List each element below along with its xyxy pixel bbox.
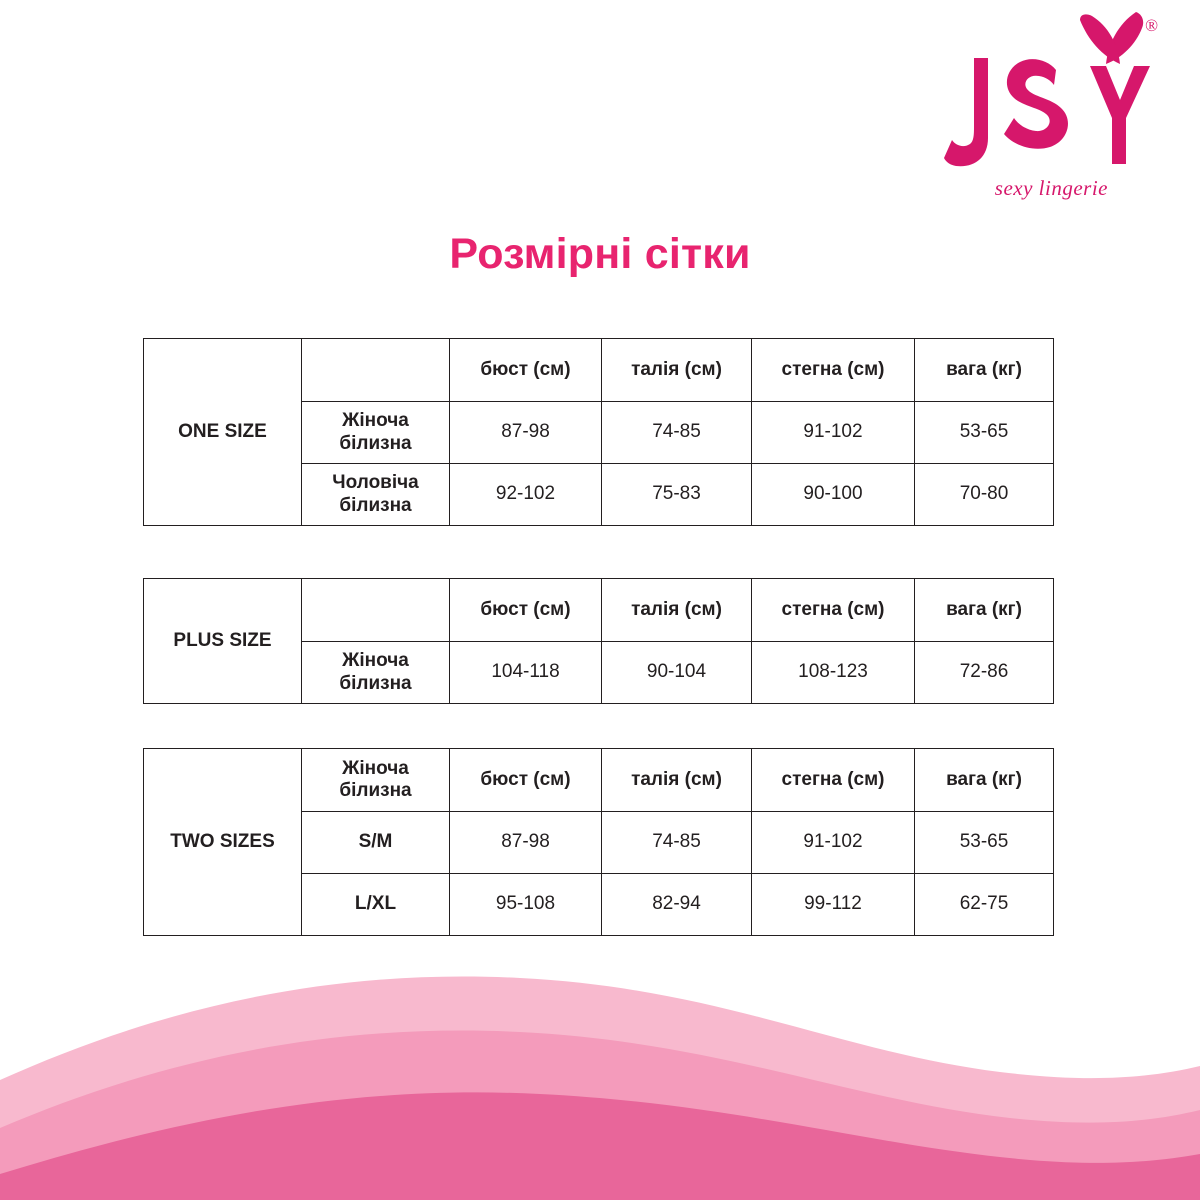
header-cell-waist: талія (см) [602, 579, 752, 642]
header-cell-hips: стегна (см) [752, 749, 915, 812]
cell-weight: 72-86 [915, 642, 1054, 704]
brand-logo [930, 8, 1160, 223]
row-label: L/XL [302, 874, 450, 936]
wave-decoration [0, 960, 1200, 1200]
cell-bust: 104-118 [450, 642, 602, 704]
header-cell-waist: талія (см) [602, 749, 752, 812]
cell-weight: 53-65 [915, 812, 1054, 874]
header-cell-hips: стегна (см) [752, 579, 915, 642]
cell-bust: 87-98 [450, 402, 602, 464]
header-cell-bust: бюст (см) [450, 749, 602, 812]
table-two-sizes [143, 748, 1053, 936]
header-cell-blank [302, 339, 450, 402]
cell-hips: 99-112 [752, 874, 915, 936]
row-label: S/M [302, 812, 450, 874]
row-label: Жіноча білизна [302, 642, 450, 704]
category-label: ONE SIZE [144, 339, 302, 526]
category-label: TWO SIZES [144, 749, 302, 936]
header-cell-weight: вага (кг) [915, 339, 1054, 402]
header-cell-bust: бюст (см) [450, 579, 602, 642]
cell-waist: 90-104 [602, 642, 752, 704]
cell-weight: 70-80 [915, 464, 1054, 526]
cell-bust: 87-98 [450, 812, 602, 874]
registered-mark: ® [1145, 16, 1158, 35]
cell-waist: 74-85 [602, 812, 752, 874]
cell-bust: 92-102 [450, 464, 602, 526]
header-cell-bust: бюст (см) [450, 339, 602, 402]
header-cell-weight: вага (кг) [915, 749, 1054, 812]
jsy-logo-icon [930, 8, 1160, 178]
brand-tagline: sexy lingerie [994, 176, 1108, 200]
cell-bust: 95-108 [450, 874, 602, 936]
cell-hips: 108-123 [752, 642, 915, 704]
header-cell-blank [302, 579, 450, 642]
table-one-size [143, 338, 1053, 526]
cell-waist: 74-85 [602, 402, 752, 464]
row-label: Жіноча білизна [302, 402, 450, 464]
table-header-row [144, 579, 1054, 642]
header-cell-hips: стегна (см) [752, 339, 915, 402]
cell-hips: 91-102 [752, 812, 915, 874]
cell-waist: 82-94 [602, 874, 752, 936]
header-cell-weight: вага (кг) [915, 579, 1054, 642]
cell-hips: 90-100 [752, 464, 915, 526]
cell-waist: 75-83 [602, 464, 752, 526]
cell-hips: 91-102 [752, 402, 915, 464]
header-cell-waist: талія (см) [602, 339, 752, 402]
category-label: PLUS SIZE [144, 579, 302, 704]
table-plus-size [143, 578, 1053, 704]
table-header-row [144, 749, 1054, 812]
table-header-row [144, 339, 1054, 402]
row-label: Чоловіча білизна [302, 464, 450, 526]
header-cell-garment: Жіноча білизна [302, 749, 450, 812]
cell-weight: 53-65 [915, 402, 1054, 464]
page-title: Розмірні сітки [449, 230, 751, 278]
cell-weight: 62-75 [915, 874, 1054, 936]
